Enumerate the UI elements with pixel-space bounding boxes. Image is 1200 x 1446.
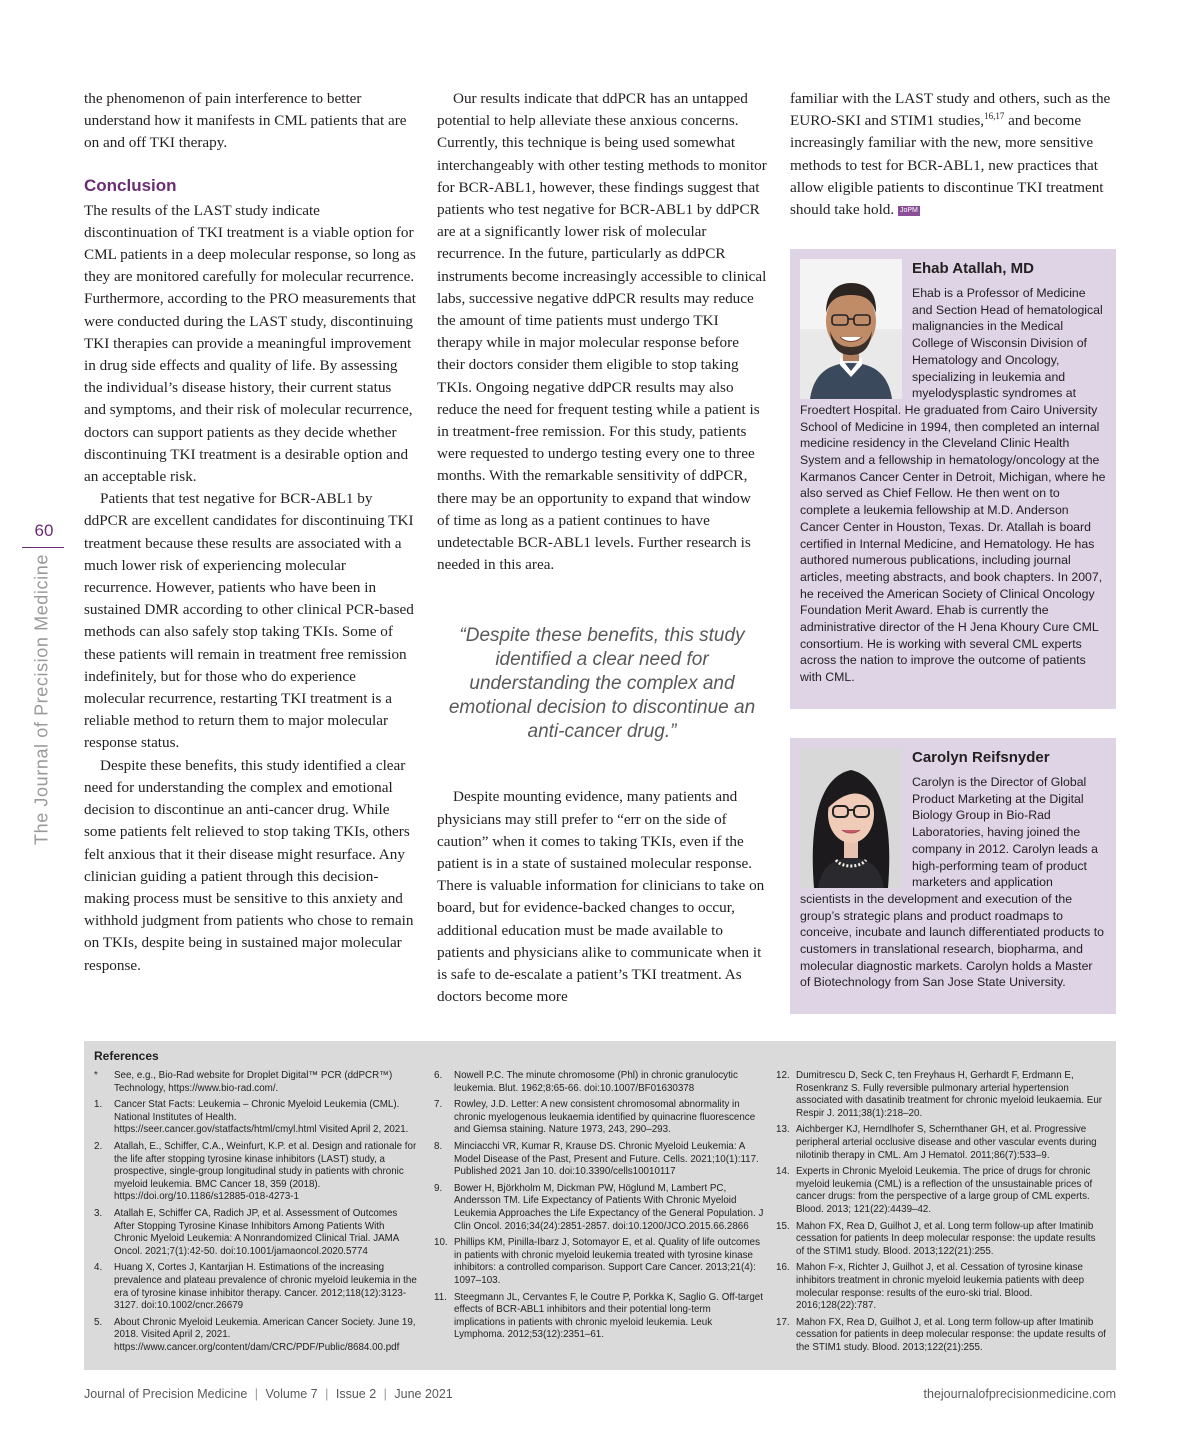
reference-text: Experts in Chronic Myeloid Leukemia. The price of drugs for chronic myeloid leukemia (CML) is a reflection of the unsustainable prices of cancer drugs: from the perspective of a large group of CML experts. Blood. 2013; 121(22):4439–42.: [796, 1166, 1093, 1215]
footer-separator: |: [325, 1387, 329, 1401]
reference-item: [94, 1317, 419, 1355]
portrait-man-icon: [800, 259, 902, 399]
reference-item: [434, 1070, 764, 1095]
reference-text: Mahon FX, Rea D, Guilhot J, et al. Long term follow-up after Imatinib cessation for patients in deep molecular response: the update results of the STIM1 study. Blood. 2013;122(21):255.: [796, 1316, 1106, 1353]
reference-item: [94, 1208, 419, 1258]
reference-text: Steegmann JL, Cervantes F, le Coutre P, Porkka K, Saglio G. Off-target effects of BCR-ABL1 inhibitors and their potential long-term implications in patients with chronic myeloid leukemia. Leuk Lymphoma. 2012;53(12):2351–61.: [454, 1291, 763, 1341]
footer-separator: |: [383, 1387, 387, 1401]
reference-number: 7.: [434, 1099, 443, 1111]
author-photo-carolyn: [800, 748, 902, 888]
reference-number: 1.: [94, 1099, 103, 1111]
reference-number: 12.: [776, 1070, 790, 1081]
reference-number: 14.: [776, 1166, 790, 1178]
author-bio-carolyn: [790, 738, 1116, 1014]
footer-separator: |: [254, 1387, 259, 1401]
reference-item: [776, 1221, 1106, 1259]
body-column-1: [84, 88, 416, 977]
reference-text: Bower H, Björkholm M, Dickman PW, Höglund M, Lambert PC, Andersson TM. Life Expectancy of Patients With Chronic Myeloid Leukemia Approaches the Life Expectancy of the General Population. J Clin Oncol. 2016;34(24):2851-2857. doi:10.1200/JCO.2015.66.2866: [454, 1182, 764, 1232]
references-column-1: [94, 1070, 419, 1358]
footer-date: June 2021: [394, 1387, 453, 1401]
paragraph: Despite mounting evidence, many patients and physicians may still prefer to “err on the side of caution” when it comes to taking TKIs, even if the patient is in a state of sustained molecular response. There is valuable information for clinicians to take on board, but for evidence-backed changes to occur, additional education must be made available to patients and physicians alike to communicate when it is safe to de-escalate a patient’s TKI treatment. As doctors become more: [437, 788, 765, 1006]
reference-text: Aichberger KJ, Herndlhofer S, Schernthaner GH, et al. Progressive peripheral arterial occlusive disease and other vascular events during nilotinib therapy in CML. Am J Hematol. 2011;86(7):533–9.: [796, 1124, 1097, 1161]
reference-item: [434, 1141, 764, 1179]
reference-item: [776, 1166, 1106, 1216]
footer-volume: Volume 7: [265, 1387, 318, 1401]
paragraph-text: familiar with the LAST study and others, such as the EURO-SKI and STIM1 studies,: [790, 90, 1111, 130]
reference-item: [94, 1099, 419, 1137]
references-column-2: [434, 1070, 764, 1346]
references-box: [84, 1041, 1116, 1370]
footer-citation: [84, 1387, 453, 1401]
author-name: Ehab Atallah, MD: [912, 260, 1034, 277]
reference-text: Mahon F-x, Richter J, Guilhot J, et al. Cessation of tyrosine kinase inhibitors treatment in chronic myeloid leukemia patients with deep molecular response: results of the euro-ski trial. Blood. 2016;128(22):787.: [796, 1262, 1085, 1312]
reference-item: [776, 1317, 1106, 1355]
author-name: Carolyn Reifsnyder: [912, 749, 1050, 766]
reference-number: *: [94, 1070, 98, 1081]
reference-item: [434, 1183, 764, 1233]
reference-number: 13.: [776, 1124, 790, 1136]
reference-item: [434, 1237, 764, 1287]
author-bio-text: Ehab is a Professor of Medicine and Section Head of hematological malignancies in the Medical College of Wisconsin Division of Hematology and Oncology, specializing in leukemia and myelodysplastic syndromes at Froedtert Hospital. He graduated from Cairo University School of Medicine in 1994, then completed an internal medicine residency in the Cleveland Clinic Health System and a fellowship in hematology/oncology at the Karmanos Cancer Center in Detroit, Michigan, where he also served as Chief Fellow. He then went on to complete a leukemia fellowship at M.D. Anderson Cancer Center in Houston, Texas. Dr. Atallah is board certified in Internal Medicine, and Hematology. He has authored numerous publications, including journal articles, meeting abstracts, and book chapters. In 2007, he received the American Society of Clinical Oncology Foundation Merit Award. Ehab is currently the administrative director of the H Jena Khoury Cure CML consortium. He is working with several CML experts across the nation to improve the outcome of patients with CML.: [800, 286, 1106, 685]
body-column-2: [437, 88, 767, 1009]
reference-text: About Chronic Myeloid Leukemia. American Cancer Society. June 19, 2018. Visited April 2, 2021. https://www.cancer.org/content/dam/CRC/PDF/Public/8684.00.pdf: [114, 1316, 416, 1353]
reference-text: Phillips KM, Pinilla-Ibarz J, Sotomayor E, et al. Quality of life outcomes in patients with chronic myeloid leukemia treated with tyrosine kinase inhibitors: a controlled comparison. Support Care Cancer. 2013;21(4): 1097–103.: [454, 1237, 760, 1286]
reference-text: Nowell P.C. The minute chromosome (Phl) in chronic granulocytic leukemia. Blut. 1962;8:65-66. doi:10.1007/BF01630378: [454, 1070, 738, 1094]
reference-number: 6.: [434, 1070, 443, 1081]
reference-text: Huang X, Cortes J, Kantarjian H. Estimations of the increasing prevalence and plateau prevalence of chronic myeloid leukemia in the era of tyrosine kinase inhibitor therapy. Cancer. 2012;118(12):3123-3127. doi:10.1002/cncr.26679: [114, 1262, 417, 1312]
references-column-3: [776, 1070, 1106, 1358]
reference-number: 16.: [776, 1262, 790, 1274]
paragraph: [790, 88, 1122, 221]
reference-number: 4.: [94, 1262, 103, 1274]
reference-number: 8.: [434, 1140, 443, 1152]
footer-website-link[interactable]: thejournalofprecisionmedicine.com: [923, 1387, 1116, 1401]
citation-superscript: 16,17: [984, 111, 1005, 122]
reference-text: See, e.g., Bio-Rad website for Droplet Digital™ PCR (ddPCR™) Technology, https://www.bio-rad.com/.: [114, 1070, 393, 1094]
reference-item: [434, 1292, 764, 1342]
paragraph: Despite these benefits, this study identified a clear need for understanding the complex and emotional decision to discontinue an anti-cancer drug. While some patients felt relieved to stop taking TKIs, others felt anxious that it their disease might resurface. Any clinician guiding a patient through this decision-making process must be sensitive to this anxiety and withhold judgment from patients who chose to remain on TKIs, despite being in sustained major molecular response.: [84, 756, 414, 974]
reference-number: 3.: [94, 1207, 103, 1219]
pull-quote: “Despite these benefits, this study identified a clear need for understanding the complex and emotional decision to discontinue an anti-cancer drug.”: [448, 625, 756, 743]
reference-number: 9.: [434, 1182, 443, 1194]
references-title: References: [94, 1049, 159, 1063]
paragraph-text: and become increasingly familiar with the new, more sensitive methods to test for BCR-ABL1, new practices that allow eligible patients to discontinue TKI treatment should take hold.: [790, 112, 1104, 219]
author-bio-ehab: [790, 249, 1116, 709]
body-column-3: [790, 88, 1122, 221]
section-heading-conclusion: Conclusion: [84, 175, 177, 195]
reference-text: Minciacchi VR, Kumar R, Krause DS. Chronic Myeloid Leukemia: A Model Disease of the Past, Present and Future. Cells. 2021;10(1):117. Published 2021 Jan 10. doi:10.3390/cells10010117: [454, 1140, 759, 1178]
reference-item: [776, 1124, 1106, 1162]
reference-number: 15.: [776, 1220, 790, 1232]
author-bio-text: Carolyn is the Director of Global Product Marketing at the Digital Biology Group in Bio-Rad Laboratories, having joined the company in 2012. Carolyn leads a high-performing team of product marketers and application scientists in the development and execution of the group’s strategic plans and product roadmaps to conceive, incubate and launch differentiated products to customers in translational research, biopharma, and molecular diagnostic markets. Carolyn holds a Master of Biotechnology from San Jose State University.: [800, 775, 1104, 990]
reference-text: Cancer Stat Facts: Leukemia – Chronic Myeloid Leukemia (CML). National Institutes of Health. https://seer.cancer.gov/statfacts/html/cmyl.html Visited April 2, 2021.: [114, 1099, 409, 1136]
reference-number: 5.: [94, 1316, 103, 1328]
reference-number: 2.: [94, 1140, 103, 1152]
reference-text: Mahon FX, Rea D, Guilhot J, et al. Long term follow-up after Imatinib cessation for patients In deep molecular response: the update results of the STIM1 study. Blood. 2013;122(21):255.: [796, 1220, 1096, 1257]
jopm-end-mark-icon: JoPM: [900, 207, 918, 215]
sidebar-journal-title: The Journal of Precision Medicine: [31, 554, 52, 845]
reference-item: [94, 1141, 419, 1204]
reference-text: Atallah, E., Schiffer, C.A., Weinfurt, K.P. et al. Design and rationale for the life after stopping tyrosine kinase inhibitors (LAST) study, a prospective, single-group longitudinal study in patients with chronic myeloid leukemia. BMC Cancer 18, 359 (2018). https://doi.org/10.1186/s12885-018-4273-1: [114, 1140, 417, 1203]
reference-number: 10.: [434, 1237, 448, 1249]
reference-item: [776, 1070, 1106, 1120]
paragraph: the phenomenon of pain interference to better understand how it manifests in CML patients that are on and off TKI therapy.: [84, 90, 407, 152]
author-photo-ehab: [800, 259, 902, 399]
reference-number: 11.: [434, 1291, 447, 1303]
reference-number: 17.: [776, 1316, 790, 1328]
paragraph: Our results indicate that ddPCR has an untapped potential to help alleviate these anxious concerns. Currently, this technique is being used somewhat interchangeably with other testing methods to monitor for BCR-ABL1, however, these findings suggest that patients who test negative for BCR-ABL1 by ddPCR are at a significantly lower risk of molecular recurrence. In the future, particularly as ddPCR instruments become increasingly accessible to clinical labs, successive negative ddPCR results may reduce the amount of time patients must undergo TKI therapy while in major molecular response before their doctors consider them eligible to stop taking TKIs. Ongoing negative ddPCR results may also reduce the need for frequent testing while a patient is in treatment-free remission. For this study, patients were requested to undergo testing every one to three months. With the remarkable sensitivity of ddPCR, there may be an opportunity to expand that window of time as long as a patient continues to have undetectable BCR-ABL1 levels. Further research is needed in this area.: [437, 90, 767, 574]
reference-item: [94, 1262, 419, 1312]
page-number-rule: [22, 547, 64, 548]
reference-item: [94, 1070, 419, 1095]
paragraph: Patients that test negative for BCR-ABL1 by ddPCR are excellent candidates for discontinuing TKI treatment because these results are associated with a much lower risk of experiencing molecular recurrence. However, patients who have been in sustained DMR according to other clinical PCR-based methods can also safely stop taking TKIs. Some of these patients will remain in treatment free remission indefinitely, but for those who do experience molecular recurrence, restarting TKI treatment is a reliable method to return them to major molecular response status.: [84, 490, 414, 752]
page-number: 60: [34, 521, 54, 540]
reference-item: [776, 1262, 1106, 1312]
paragraph: The results of the LAST study indicate discontinuation of TKI treatment is a viable option for CML patients in a deep molecular response, so long as they are monitored carefully for molecular recurrence. Furthermore, according to the PRO measurements that were conducted during the LAST study, discontinuing TKI therapies can provide a meaningful improvement in drug side effects and quality of life. By assessing the individual’s disease history, their current status and symptoms, and their risk of molecular recurrence, doctors can support patients as they decide whether discontinuing TKI treatment is a desirable option and an acceptable risk.: [84, 201, 416, 486]
footer-issue: Issue 2: [335, 1387, 377, 1401]
reference-item: [434, 1099, 764, 1137]
reference-text: Dumitrescu D, Seck C, ten Freyhaus H, Gerhardt F, Erdmann E, Rosenkranz S. Fully reversible pulmonary arterial hypertension associated with dasatinib treatment for chronic myeloid leukaemia. Eur Respir J. 2011;38(1):218–20.: [796, 1070, 1103, 1119]
portrait-woman-icon: [800, 748, 902, 888]
reference-text: Rowley, J.D. Letter: A new consistent chromosomal abnormality in chronic myelogenous leukaemia identified by quinacrine fluorescence and Giemsa staining. Nature 1973, 243, 290–293.: [454, 1099, 756, 1136]
reference-text: Atallah E, Schiffer CA, Radich JP, et al. Assessment of Outcomes After Stopping Tyrosine Kinase Inhibitors Among Patients With Chronic Myeloid Leukemia: A Nonrandomized Clinical Trial. JAMA Oncol. 2021;7(1):42-50. doi:10.1001/jamaoncol.2020.5774: [114, 1207, 399, 1257]
footer-journal: Journal of Precision Medicine: [84, 1387, 248, 1401]
